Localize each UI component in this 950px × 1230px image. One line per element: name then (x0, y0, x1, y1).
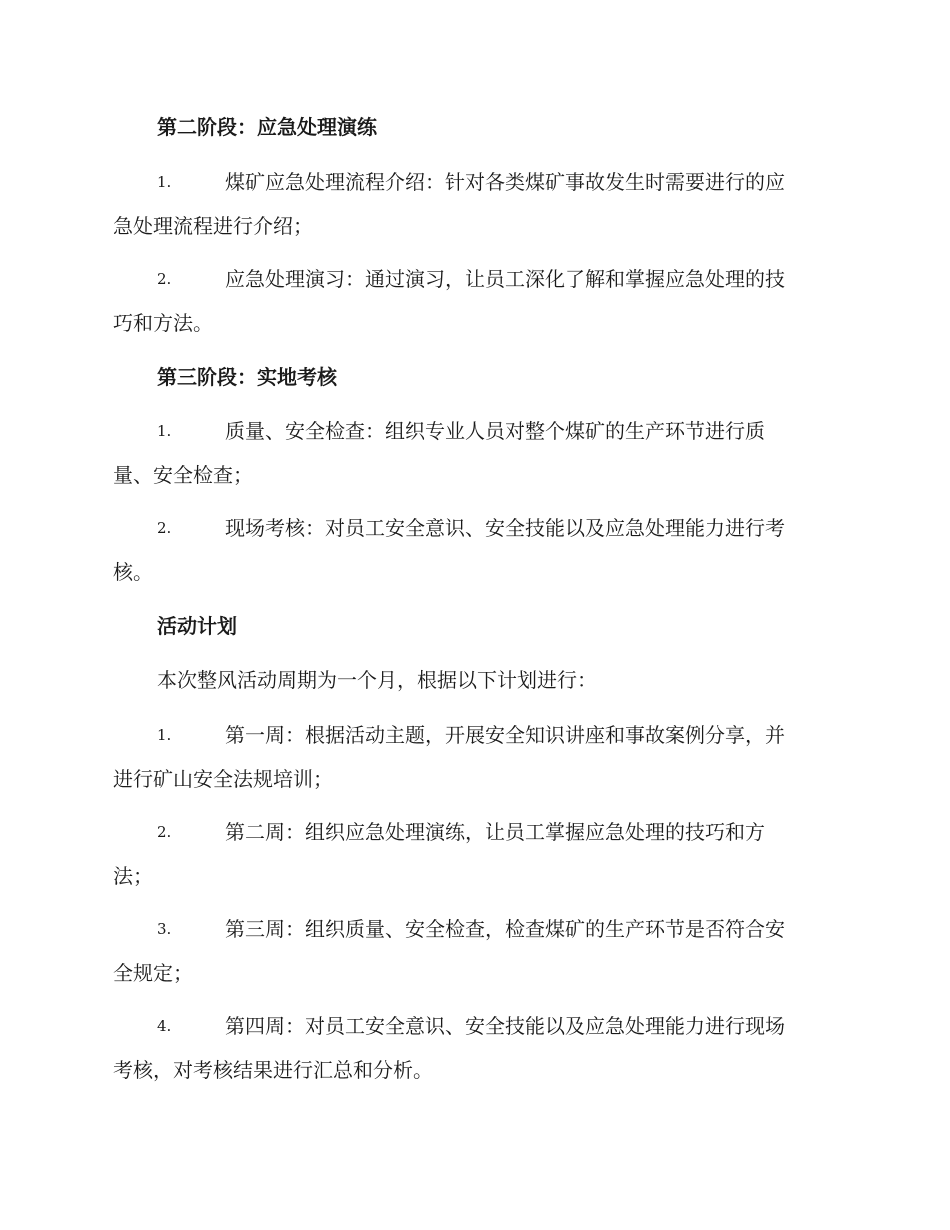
section-heading-stage-three: 第三阶段：实地考核 (157, 365, 337, 389)
list-item-number: 1. (157, 726, 172, 744)
list-item-text: 煤矿应急处理流程介绍：针对各类煤矿事故发生时需要进行的应 (225, 170, 785, 194)
list-item-text-continued: 核。 (113, 560, 153, 584)
list-item-text: 质量、安全检查：组织专业人员对整个煤矿的生产环节进行质 (225, 419, 765, 443)
list-item-text: 第四周：对员工安全意识、安全技能以及应急处理能力进行现场 (225, 1014, 785, 1038)
list-item-text: 第一周：根据活动主题，开展安全知识讲座和事故案例分享，并 (225, 723, 785, 747)
list-item-number: 3. (157, 920, 172, 938)
section-heading-stage-two: 第二阶段：应急处理演练 (157, 115, 377, 139)
list-item-text-continued: 巧和方法。 (113, 311, 213, 335)
list-item-number: 1. (157, 173, 172, 191)
list-item-text-continued: 急处理流程进行介绍； (113, 214, 313, 238)
list-item-number: 2. (157, 270, 172, 288)
list-item-text: 应急处理演习：通过演习，让员工深化了解和掌握应急处理的技 (225, 267, 785, 291)
list-item (113, 1004, 843, 1092)
list-item-number: 1. (157, 422, 172, 440)
list-item (113, 907, 843, 995)
list-item-number: 2. (157, 823, 172, 841)
list-item-text: 第二周：组织应急处理演练，让员工掌握应急处理的技巧和方 (225, 820, 765, 844)
list-item-text-continued: 全规定； (113, 961, 193, 985)
list-item (113, 506, 843, 594)
list-item-text: 第三周：组织质量、安全检查，检查煤矿的生产环节是否符合安 (225, 917, 785, 941)
list-item (113, 257, 843, 345)
list-item-number: 2. (157, 519, 172, 537)
list-item-text-continued: 进行矿山安全法规培训； (113, 767, 333, 791)
list-item-text-continued: 量、安全检查； (113, 463, 253, 487)
list-item-text-continued: 考核，对考核结果进行汇总和分析。 (113, 1058, 433, 1082)
list-item (113, 713, 843, 801)
list-item (113, 160, 843, 248)
list-item-text-continued: 法； (113, 864, 153, 888)
intro-paragraph: 本次整风活动周期为一个月，根据以下计划进行： (157, 668, 597, 692)
section-heading-activity-plan: 活动计划 (157, 614, 237, 638)
list-item (113, 409, 843, 497)
list-item-text: 现场考核：对员工安全意识、安全技能以及应急处理能力进行考 (225, 516, 785, 540)
list-item-number: 4. (157, 1017, 172, 1035)
list-item (113, 810, 843, 898)
